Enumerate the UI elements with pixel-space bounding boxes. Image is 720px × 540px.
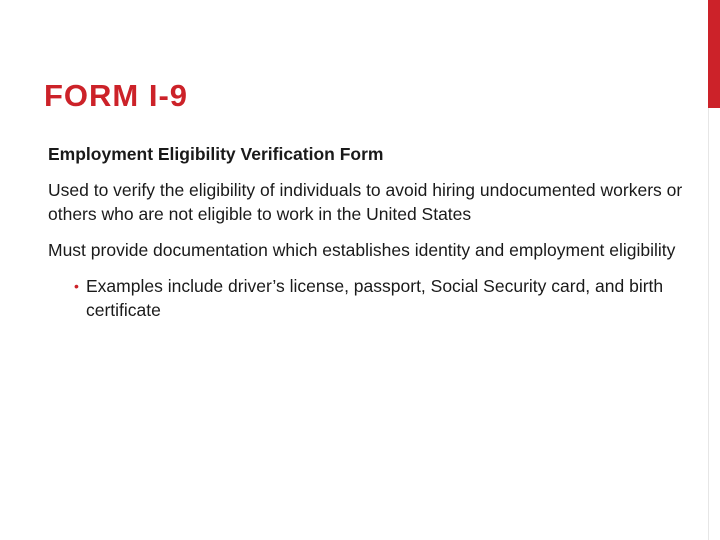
slide-heading: Employment Eligibility Verification Form: [48, 144, 384, 164]
bullet-text: Examples include driver’s license, passport, Social Security card, and birth certificate: [86, 276, 664, 320]
accent-bar: [708, 0, 720, 108]
paragraph-requirement: Must provide documentation which establishes identity and employment eligibility: [48, 240, 676, 260]
bullet-item: [74, 274, 674, 322]
edge-divider: [708, 108, 709, 540]
paragraph-purpose: Used to verify the eligibility of individuals to avoid hiring undocumented workers or others who are not eligible to work in the United States: [48, 180, 683, 224]
slide-title: FORM I-9: [44, 78, 189, 113]
bullet-marker-icon: •: [74, 278, 79, 294]
slide-content: [48, 142, 688, 322]
